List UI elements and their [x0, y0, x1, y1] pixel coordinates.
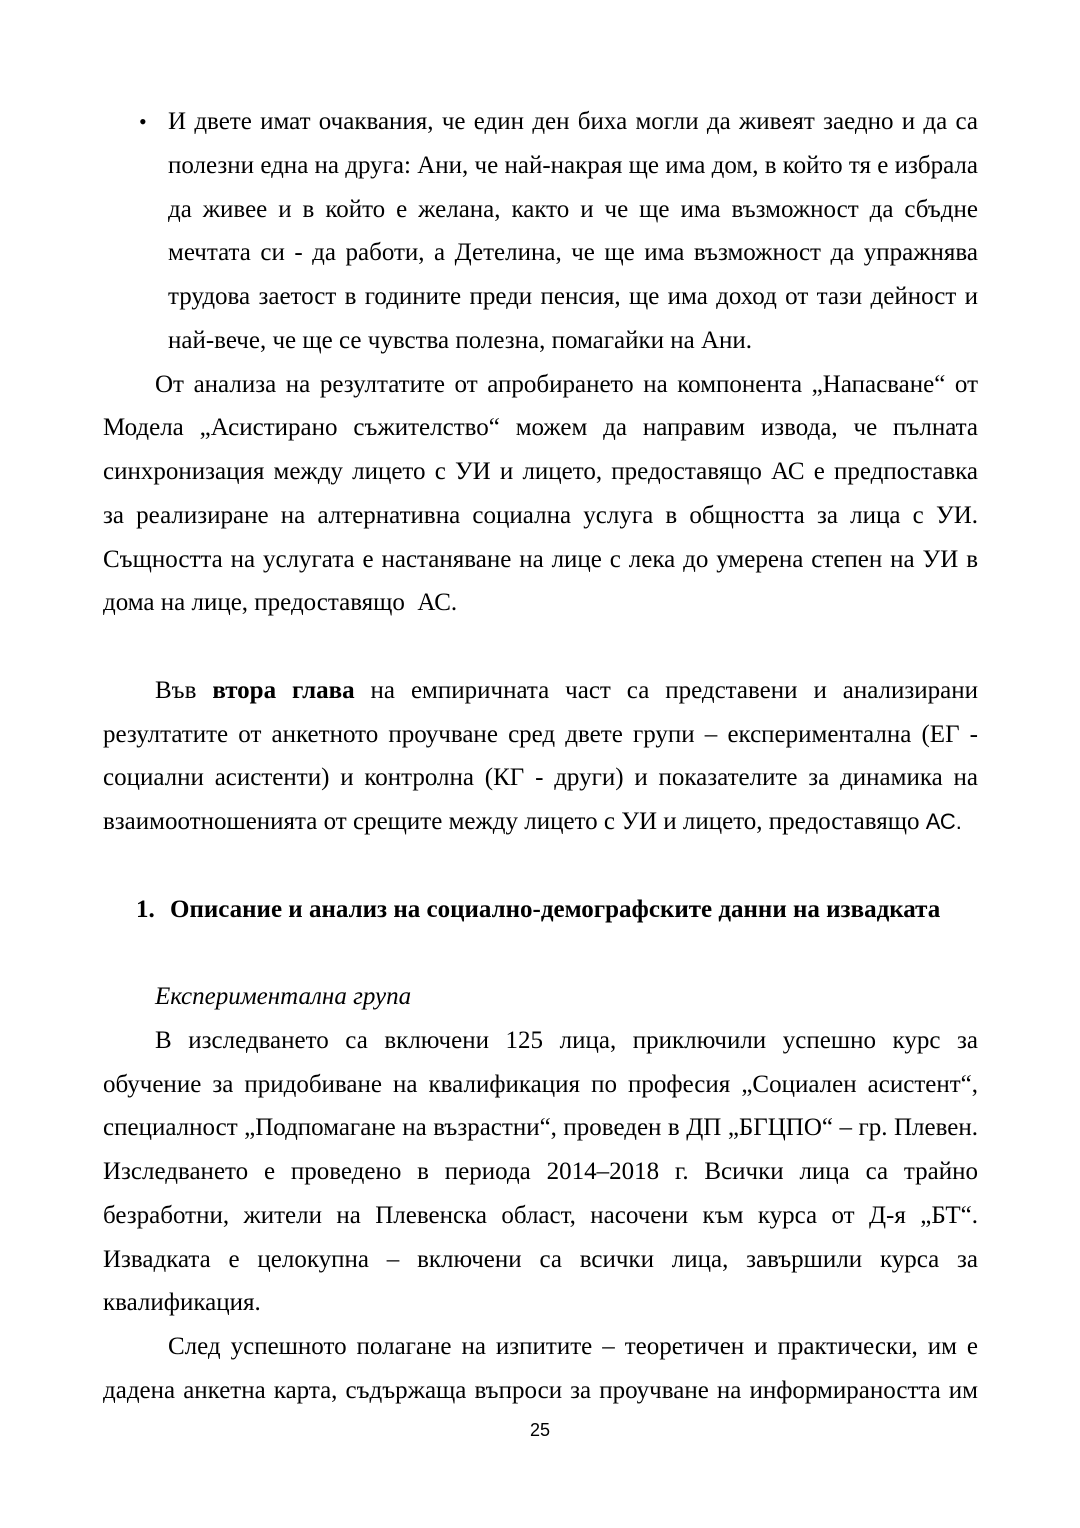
blank-line — [103, 625, 978, 669]
paragraph — [103, 669, 978, 844]
text-line: мечтата си - да работи, а Детелина, че ще има възможност да упражнява — [168, 239, 978, 267]
text-line: От анализа на резултатите от апробирането на компонента „Напасване“ от — [155, 370, 978, 398]
text-line: резултатите от анкетното проучване сред двете групи – експериментална (ЕГ - — [103, 720, 978, 748]
emphasis-bold: втора глава — [212, 676, 355, 704]
text-line: В изследването са включени 125 лица, приключили успешно курс за — [155, 1026, 978, 1054]
text-line-content: И двете имат очаквания, че един ден биха могли да живеят заедно и да са — [168, 108, 978, 135]
section-title: Описание и анализ на социално-демографските данни на извадката — [170, 895, 941, 923]
bullet-marker: • — [139, 109, 147, 134]
text-line: Изследването е проведено в периода 2014–2018 г. Всички лица са трайно — [103, 1158, 978, 1185]
paragraph — [103, 1325, 978, 1413]
text-line: дадена анкетна карта, съдържаща въпроси за проучване на информираността им — [103, 1376, 978, 1404]
text-line — [103, 100, 978, 144]
page-body — [103, 100, 978, 1413]
paragraph — [103, 363, 978, 626]
text-line — [103, 669, 978, 713]
text-line: специалност „Подпомагане на възрастни“, проведен в ДП „БГЦПО“ – гр. Плевен. — [103, 1114, 978, 1142]
paragraph — [103, 1019, 978, 1325]
text-line: синхронизация между лицето с УИ и лицето, предоставящо АС е предпоставка — [103, 458, 978, 485]
subheading: Експериментална група — [155, 983, 412, 1010]
text-line: трудова заетост в годините преди пенсия, ще има доход от тази дейност и — [168, 283, 978, 310]
text-line: безработни, жители на Плевенска област, насочени към курса от Д-я „БТ“. — [103, 1201, 978, 1229]
text-line: квалификация. — [103, 1289, 261, 1317]
text-segment: на емпиричната част са представени и анализирани — [354, 676, 979, 704]
text-line: полезни една на друга: Ани, че най-накрая ще има дом, в който тя е избрала — [168, 151, 978, 179]
text-line: дома на лице, предоставящо АС. — [103, 589, 458, 617]
text-line: Модела „Асистирано съжителство“ можем да направим извода, че пълната — [103, 414, 978, 442]
text-line — [103, 800, 978, 844]
abbreviation: АС. — [925, 809, 962, 834]
blank-line — [103, 931, 978, 975]
text-line: След успешното полагане на изпитите – теоретичен и практически, им е — [168, 1333, 978, 1360]
text-line: най-вече, че ще се чувства полезна, помагайки на Ани. — [168, 326, 753, 354]
text-line: обучение за придобиване на квалификация по професия „Социален асистент“, — [103, 1070, 978, 1098]
blank-line — [103, 844, 978, 888]
section-number: 1. — [136, 895, 155, 923]
text-line: социални асистенти) и контролна (КГ - други) и показателите за динамика на — [103, 764, 978, 792]
section-heading — [103, 888, 978, 932]
text-segment: взаимоотношенията от срещите между лицето с УИ и лицето, предоставящо — [103, 808, 926, 835]
text-line: Същността на услугата е настаняване на лице с лека до умерена степен на УИ в — [103, 545, 978, 573]
bullet-list-item — [103, 100, 978, 363]
text-line: за реализиране на алтернативна социална услуга в общността за лица с УИ. — [103, 501, 978, 529]
text-line: да живее и в който е желана, както и че ще има възможност да сбъдне — [168, 195, 978, 223]
page-number: 25 — [529, 1420, 551, 1440]
text-line: Извадката е целокупна – включени са всички лица, завършили курса за — [103, 1245, 978, 1273]
text-segment: Във — [155, 676, 213, 704]
